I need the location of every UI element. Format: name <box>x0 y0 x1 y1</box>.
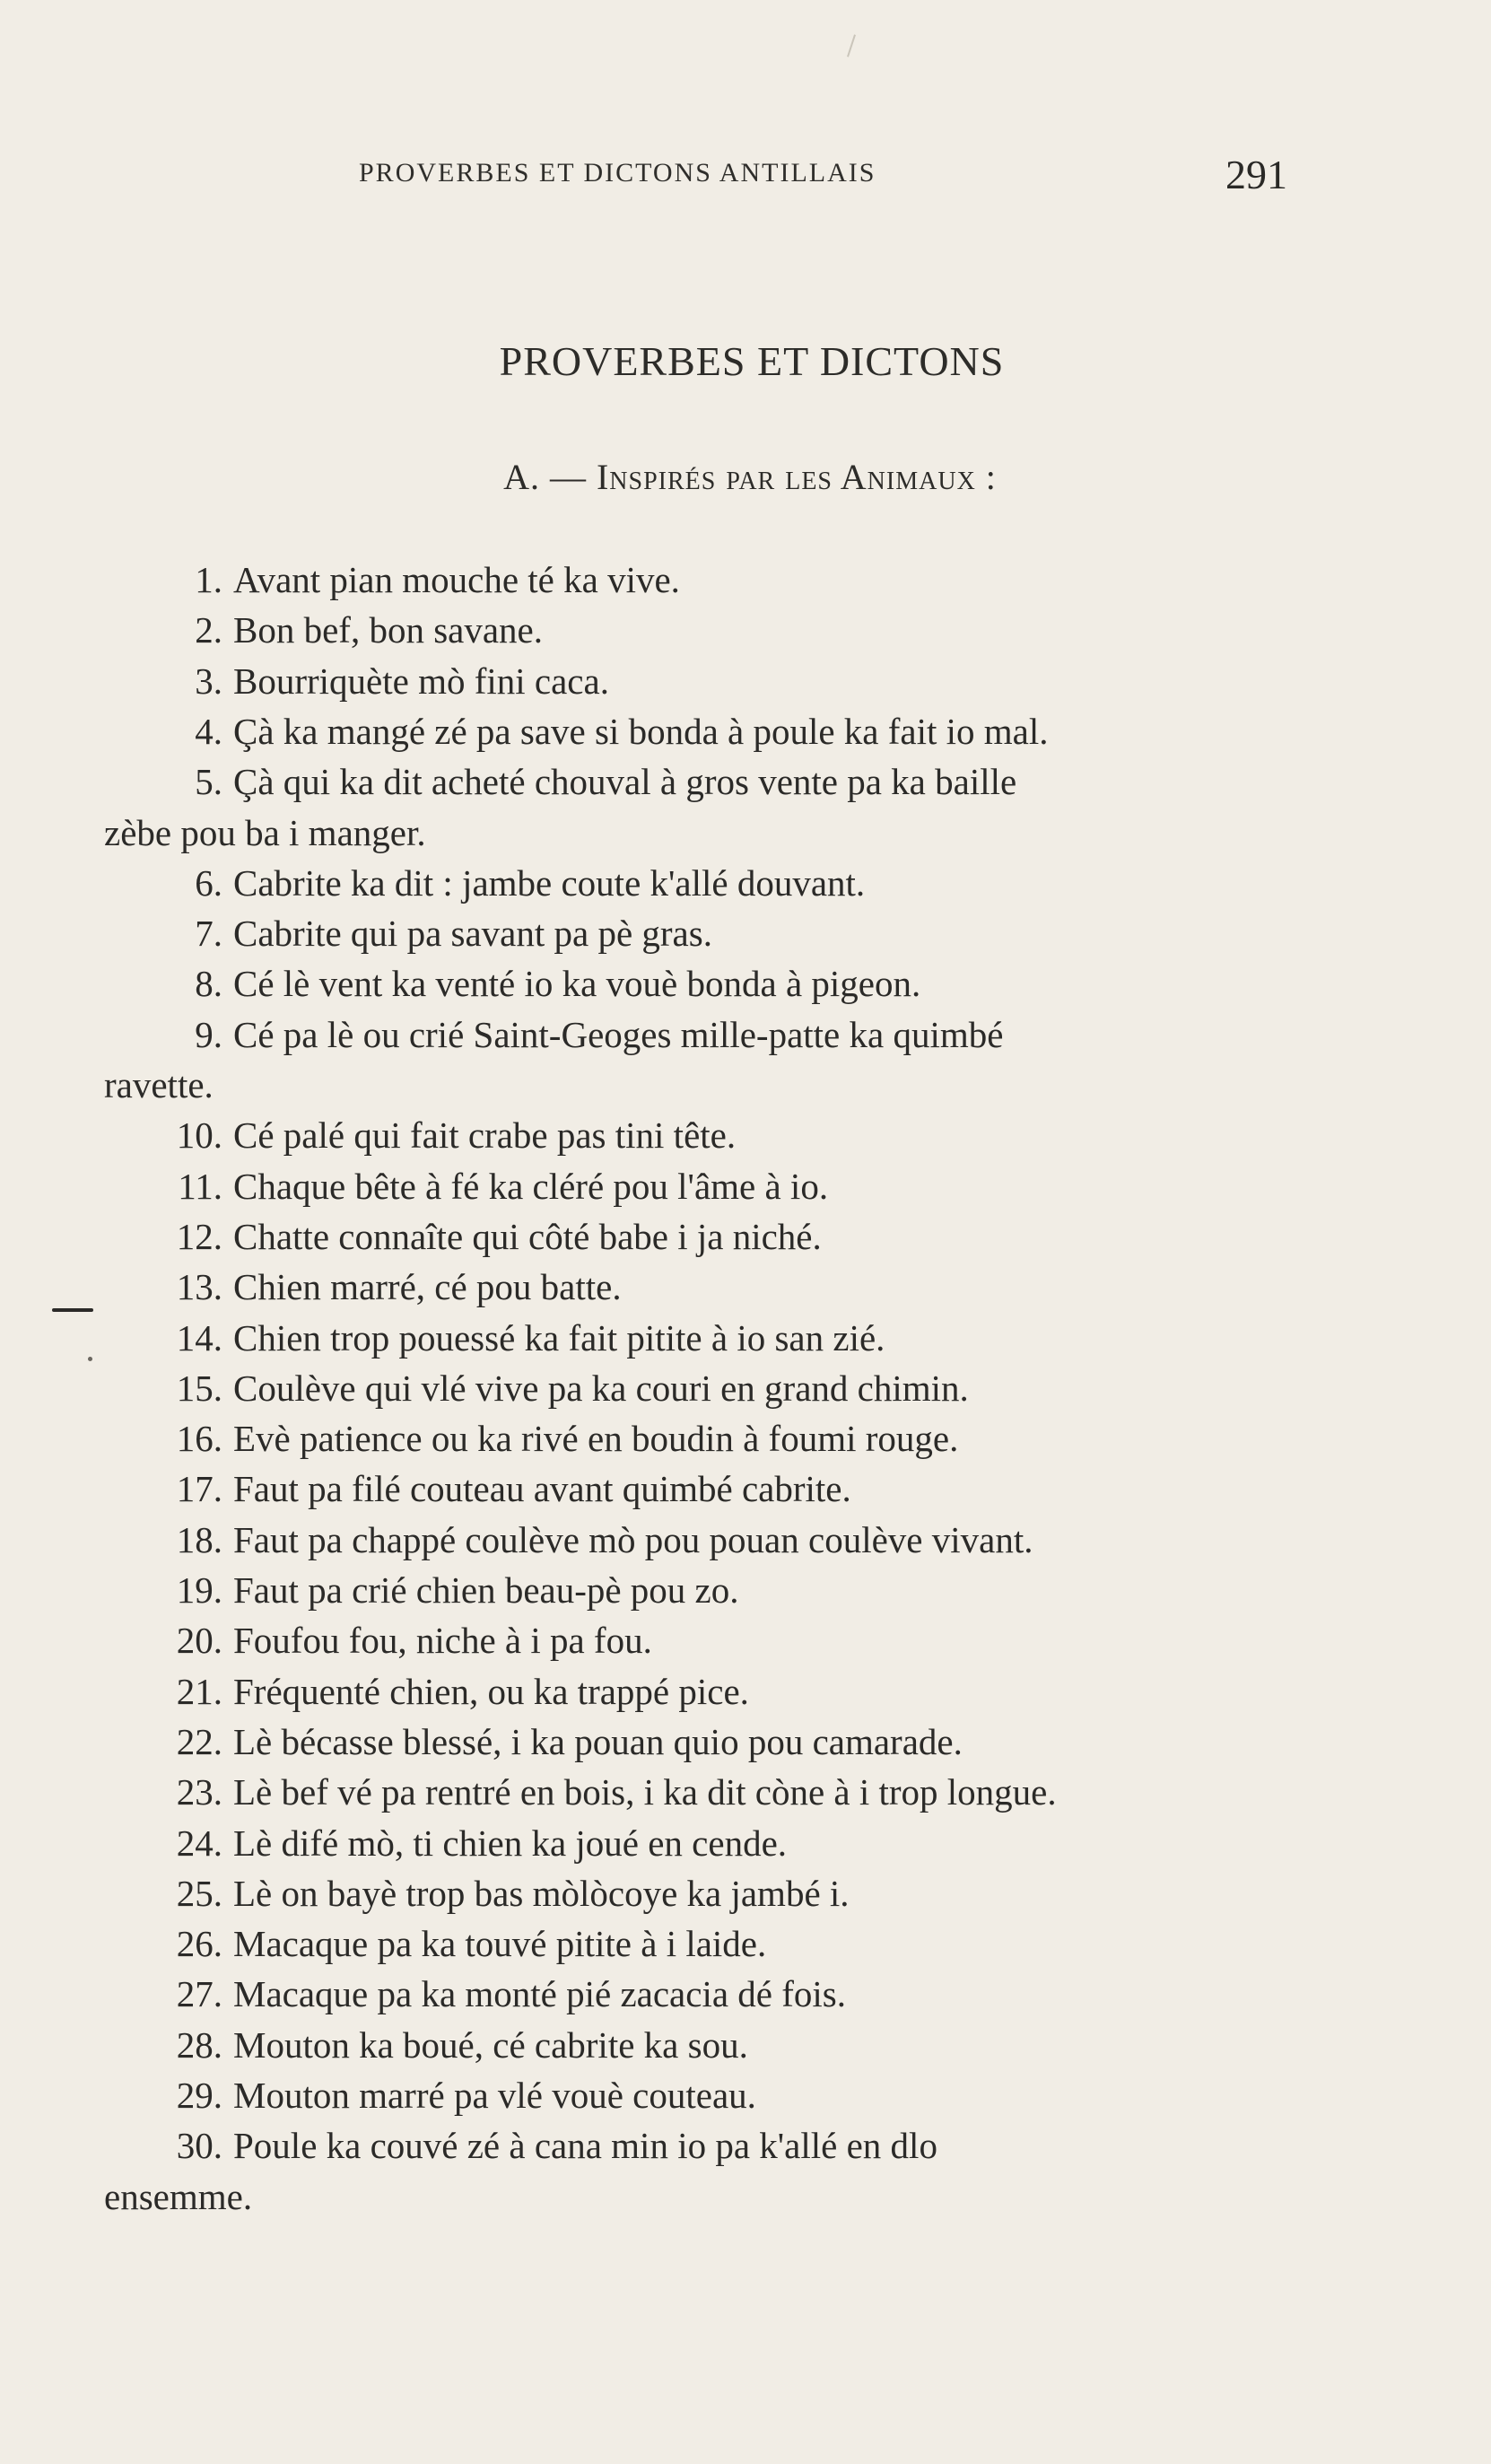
proverb-item <box>104 1213 822 1260</box>
proverb-continuation: ravette. <box>104 1064 214 1105</box>
proverb-text: Mouton marré pa vlé vouè couteau. <box>233 2075 756 2116</box>
proverb-number: 27. <box>176 1973 222 2015</box>
proverb-text: Lè bef vé pa rentré en bois, i ka dit còne à i trop longue. <box>233 1771 1057 1813</box>
proverb-text: Faut pa chappé coulève mò pou pouan coulève vivant. <box>233 1518 1033 1560</box>
proverb-item <box>104 556 680 603</box>
proverb-item <box>104 1315 885 1361</box>
proverb-number: 24. <box>176 1822 222 1864</box>
proverb-number: 12. <box>176 1215 222 1257</box>
proverb-item <box>104 1163 828 1210</box>
proverb-number: 16. <box>176 1418 222 1460</box>
proverb-text: Avant pian mouche té ka vive. <box>233 559 680 600</box>
proverb-item <box>104 1617 652 1664</box>
proverb-number: 2. <box>195 609 222 651</box>
proverb-text: Cé lè vent ka venté io ka vouè bonda à pigeon. <box>233 963 921 1005</box>
proverb-text: Cabrite qui pa savant pa pè gras. <box>233 913 712 955</box>
proverb-text: Çà ka mangé zé pa save si bonda à poule ka fait io mal. <box>233 710 1049 752</box>
proverb-text: Chaque bête à fé ka cléré pou l'âme à io. <box>233 1165 829 1207</box>
proverb-item <box>104 1112 736 1158</box>
proverb-continuation: ensemme. <box>104 2175 253 2217</box>
proverb-number: 13. <box>176 1266 222 1308</box>
proverb-text: Macaque pa ka touvé pitite à i laide. <box>233 1923 767 1965</box>
proverb-item <box>104 860 865 906</box>
proverb-item <box>104 1820 787 1866</box>
proverb-continuation: zèbe pou ba i manger. <box>104 811 426 853</box>
proverb-item <box>104 1870 850 1917</box>
proverb-number: 3. <box>195 660 222 702</box>
proverb-item <box>104 1769 1057 1815</box>
pencil-mark <box>847 34 856 57</box>
proverb-item <box>104 2022 748 2068</box>
proverb-number: 18. <box>176 1518 222 1560</box>
proverb-number: 14. <box>176 1316 222 1359</box>
proverb-item <box>104 658 609 704</box>
proverb-text: Fréquenté chien, ou ka trappé pice. <box>233 1670 749 1712</box>
proverb-number: 6. <box>195 861 222 904</box>
page-number: 291 <box>1225 152 1287 197</box>
proverb-text: Chatte connaîte qui côté babe i ja niché. <box>233 1215 822 1257</box>
proverb-text: Cabrite ka dit : jambe coute k'allé douvant. <box>233 861 866 904</box>
proverb-item <box>104 1567 739 1613</box>
section-subtitle: A. — Inspirés par les Animaux : <box>503 457 997 497</box>
proverb-number: 23. <box>176 1771 222 1813</box>
proverb-number: 20. <box>176 1620 222 1662</box>
proverb-item <box>104 1516 1033 1563</box>
proverb-item <box>104 2072 756 2119</box>
proverb-item <box>104 1263 622 1310</box>
proverb-number: 11. <box>178 1165 222 1207</box>
proverb-text: Foufou fou, niche à i pa fou. <box>233 1620 652 1662</box>
proverb-text: Cé palé qui fait crabe pas tini tête. <box>233 1114 737 1157</box>
proverb-item <box>104 1970 846 2017</box>
proverb-number: 7. <box>195 913 222 955</box>
proverb-text: Poule ka couvé zé à cana min io pa k'allé en dlo <box>233 2125 937 2167</box>
proverb-text: Bourriquète mò fini caca. <box>233 660 609 702</box>
proverb-text: Chien marré, cé pou batte. <box>233 1266 622 1308</box>
section-title: PROVERBES ET DICTONS <box>499 338 1005 384</box>
proverb-item <box>104 1415 958 1462</box>
proverb-number: 22. <box>176 1720 222 1762</box>
proverb-number: 4. <box>195 710 222 752</box>
proverb-item <box>104 758 1016 805</box>
proverb-number: 1. <box>195 559 222 600</box>
proverb-text: Chien trop pouessé ka fait pitite à io san zié. <box>233 1316 885 1359</box>
proverb-text: Faut pa filé couteau avant quimbé cabrite. <box>233 1468 851 1510</box>
proverb-item <box>104 1365 969 1411</box>
proverb-number: 10. <box>176 1114 222 1157</box>
proverb-item <box>104 1718 963 1765</box>
proverb-text: Bon bef, bon savane. <box>233 609 543 651</box>
proverb-item <box>104 910 712 957</box>
proverb-number: 5. <box>195 761 222 803</box>
proverb-number: 19. <box>176 1569 222 1611</box>
proverb-number: 26. <box>176 1923 222 1965</box>
proverb-item <box>104 2122 937 2169</box>
proverb-number: 9. <box>195 1013 222 1055</box>
proverb-number: 28. <box>176 2023 222 2066</box>
proverb-text: Faut pa crié chien beau-pè pou zo. <box>233 1569 739 1611</box>
proverb-number: 15. <box>176 1367 222 1409</box>
proverb-text: Cé pa lè ou crié Saint-Geoges mille-patte ka quimbé <box>233 1013 1004 1055</box>
margin-dash-mark <box>52 1308 93 1312</box>
proverb-text: Lè difé mò, ti chien ka joué en cende. <box>233 1822 788 1864</box>
proverb-item <box>104 1011 1003 1058</box>
proverb-number: 21. <box>176 1670 222 1712</box>
proverb-text: Macaque pa ka monté pié zacacia dé fois. <box>233 1973 846 2015</box>
proverb-number: 17. <box>176 1468 222 1510</box>
proverb-number: 29. <box>176 2075 222 2116</box>
proverb-number: 25. <box>176 1872 222 1914</box>
proverb-text: Lè on bayè trop bas mòlòcoye ka jambé i. <box>233 1872 850 1914</box>
margin-dot-mark <box>88 1357 92 1361</box>
proverb-number: 30. <box>176 2125 222 2167</box>
proverb-item <box>104 1465 851 1512</box>
proverb-item <box>104 960 920 1007</box>
proverb-item <box>104 708 1049 755</box>
proverb-item <box>104 1920 766 1967</box>
proverb-item <box>104 1668 749 1715</box>
proverb-text: Çà qui ka dit acheté chouval à gros vente pa ka baille <box>233 761 1017 803</box>
proverb-text: Mouton ka boué, cé cabrite ka sou. <box>233 2023 748 2066</box>
running-head: PROVERBES ET DICTONS ANTILLAIS <box>359 158 876 188</box>
proverb-text: Coulève qui vlé vive pa ka couri en grand chimin. <box>233 1367 969 1409</box>
proverb-text: Lè bécasse blessé, i ka pouan quio pou camarade. <box>233 1720 963 1762</box>
proverb-number: 8. <box>195 963 222 1005</box>
proverb-text: Evè patience ou ka rivé en boudin à foumi rouge. <box>233 1418 959 1460</box>
proverb-item <box>104 607 543 653</box>
